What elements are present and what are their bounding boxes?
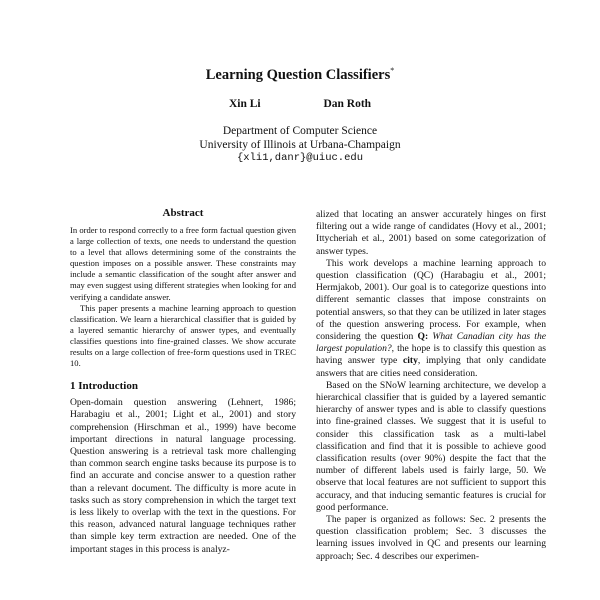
question-example: What Canadian city has the largest population? — [316, 331, 547, 355]
answer-type-term: city — [402, 355, 418, 367]
author-email: {xli1,danr}@uiuc.edu — [236, 152, 364, 164]
snow-paragraph: Based on the SNoW learning architecture, we develop a hierarchical classifier that is guided by a layered semantic hierarchy of answer types and is able to classify questions into fine-grained classes. We suggest that it is useful to consider this classification task as a multi-label classification and find that it is possible to achieve good classification results (over 90%) despite the fact that the number of different labels used is fairly large, 50. We observe that local features are not sufficient to support this accuracy, and that inducing semantic features is crucial for good performance. — [316, 379, 546, 513]
abstract-heading: Abstract — [162, 207, 204, 219]
organization-paragraph: The paper is organized as follows: Sec. 2 presents the question classification problem; Sec. 3 discusses the learning issues involved in QC and presents our learning approach; Sec. 4 describes our experimen- — [316, 514, 546, 562]
continued-paragraph: alized that locating an answer accurately hinges on first filtering out a wide range of candidates (Hovy et al., 2001; Ittycheriah et al., 2001) based on some categorization of answer types. — [316, 209, 546, 257]
paper-title — [0, 66, 600, 84]
affiliation-department: Department of Computer Science — [222, 125, 378, 137]
author-1: Xin Li — [228, 98, 261, 110]
right-column — [316, 209, 546, 563]
author-line — [0, 98, 600, 110]
author-2: Dan Roth — [323, 98, 372, 110]
title-footnote-mark: * — [390, 66, 395, 75]
abstract-paragraph-2: This paper presents a machine learning approach to question classification. We learn a hierarchical classifier that is guided by a layered semantic hierarchy of answer types, and eventually classifies questions into fine-grained classes. We show accurate results on a large collection of free-form questions used in TREC 10. — [70, 302, 296, 369]
qc-paragraph — [316, 258, 546, 380]
introduction-paragraph-1: Open-domain question answering (Lehnert, 1986; Harabagiu et al., 2001; Light et al., 2001) and story comprehension (Hirschman et al., 1999) have become important directions in natural language processing. Question answering is a retrieval task more challenging than common search engine tasks because its purpose is to find an accurate and concise answer to a question rather than a relevant document. The difficulty is more acute in tasks such as story comprehension in which the target text is less likely to overlap with the text in the questions. For this reason, advanced natural language techniques rather than simple key term extraction are needed. One of the important stages in this process is analyz- — [70, 397, 296, 555]
question-label: Q: — [417, 331, 429, 343]
title-text: Learning Question Classifiers — [205, 66, 391, 83]
introduction-body — [70, 397, 296, 556]
abstract-section — [70, 207, 296, 369]
qc-text-mid: , the hope is to classify this question as having answer type — [316, 343, 546, 367]
qc-text-before: This work develops a machine learning approach to question classification (QC) (Harabagiu et al., 2001; Hermjakob, 2001). Our goal is to categorize questions into different semantic classes that impose constraints on potential answers, so that they can be utilized in later stages of the question answering process. For example, when considering the question — [316, 257, 546, 343]
qc-text-after: , implying that only candidate answers that are cities need consideration. — [316, 355, 546, 379]
left-column — [70, 207, 296, 556]
affiliation-university: University of Illinois at Urbana-Champaign — [199, 139, 401, 151]
introduction-heading: 1 Introduction — [70, 380, 138, 393]
abstract-paragraph-1: In order to respond correctly to a free form factual question given a large collection of texts, one needs to understand the question to a level that allows determining some of the constraints the question imposes on a possible answer. These constraints may include a semantic classification of the sought after answer and may even suggest using different strategies when looking for and verifying a candidate answer. — [70, 225, 296, 302]
